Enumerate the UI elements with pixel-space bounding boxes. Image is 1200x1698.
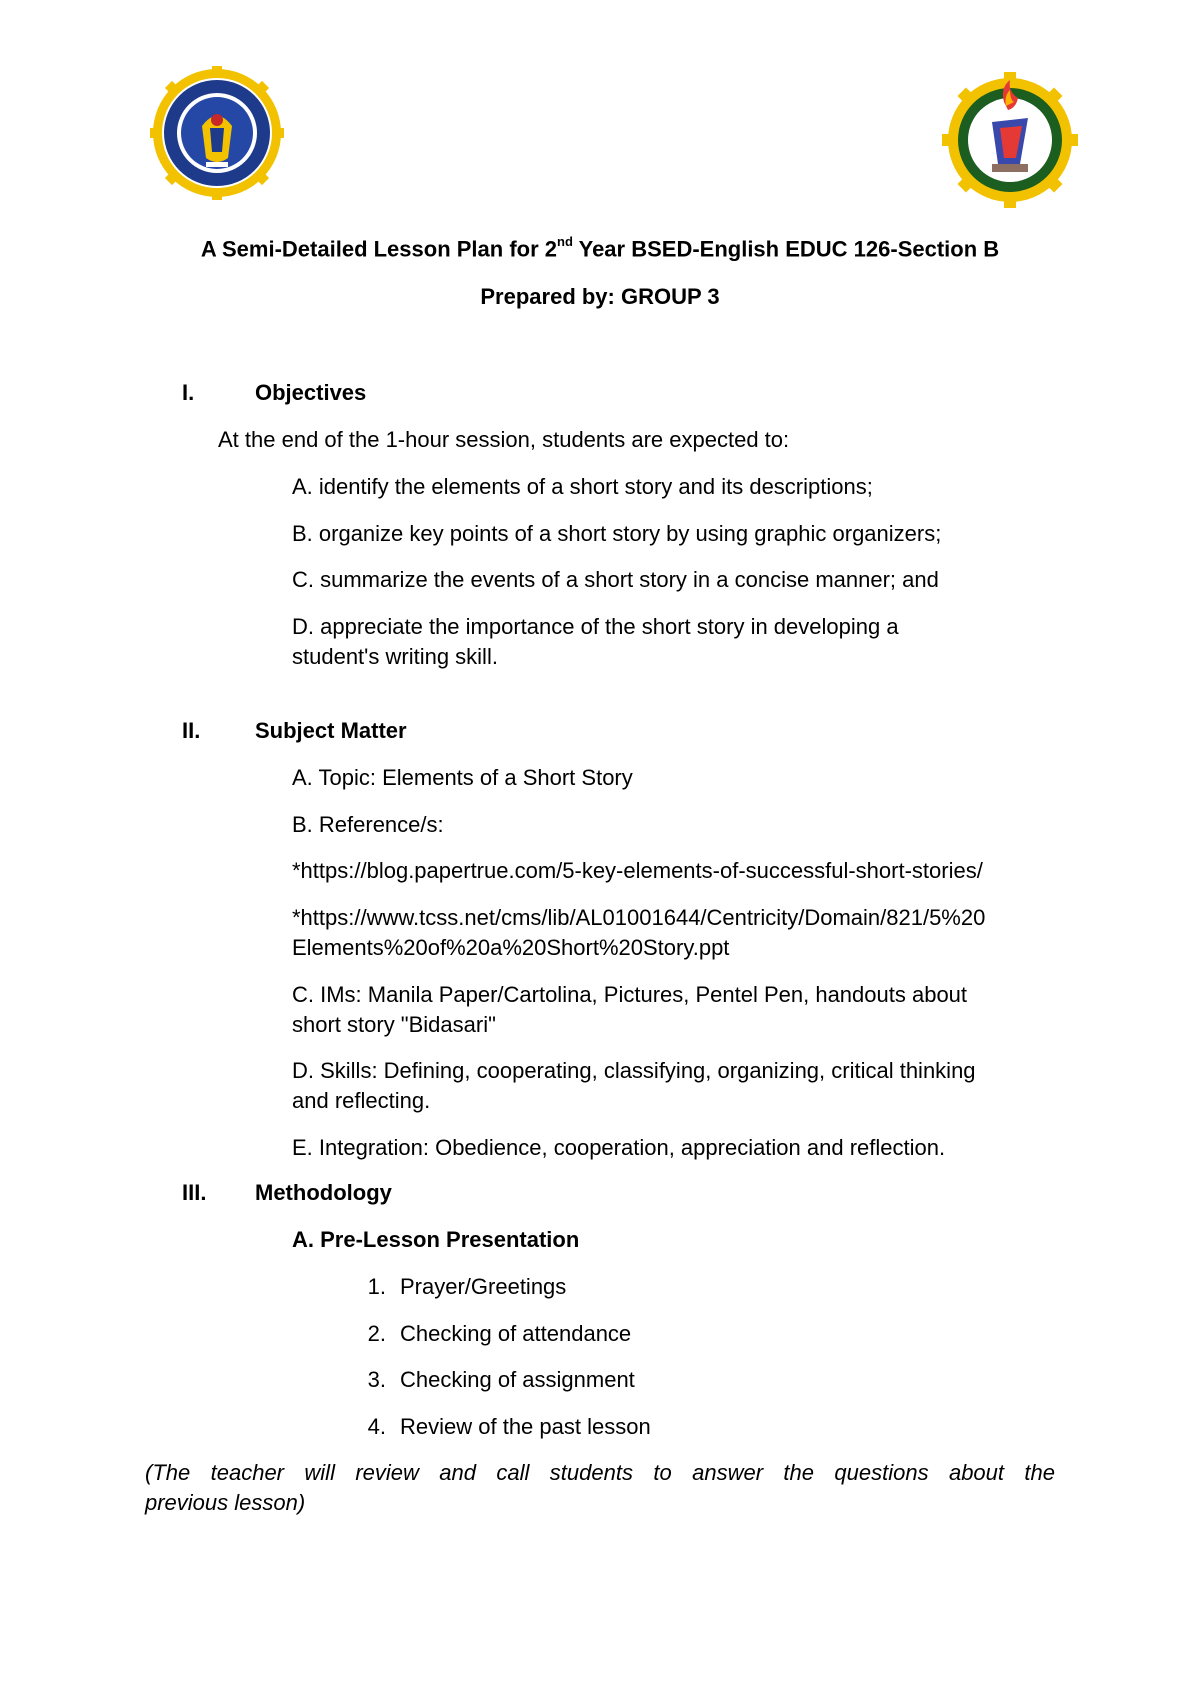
section-heading-objectives: Objectives (255, 380, 367, 405)
objective-item: B. organize key points of a short story by using graphic organizers; (292, 521, 942, 546)
section-heading-methodology: Methodology (255, 1180, 392, 1205)
subject-ims: C. IMs: Manila Paper/Cartolina, Pictures, Pentel Pen, handouts about (292, 982, 968, 1007)
university-seal-logo (150, 66, 284, 200)
step-number: 3. (367, 1367, 386, 1392)
section-heading-subject-matter: Subject Matter (255, 718, 407, 743)
reference-link: *https://blog.papertrue.com/5-key-elements-of-successful-short-stories/ (292, 858, 983, 883)
document-title: A Semi-Detailed Lesson Plan for 2nd Year BSED-English EDUC 126-Section B (200, 234, 1000, 262)
objective-item: D. appreciate the importance of the short story in developing a (292, 614, 899, 639)
subject-topic: A. Topic: Elements of a Short Story (292, 765, 633, 790)
step-text: Review of the past lesson (400, 1414, 651, 1439)
subject-skills-continued: and reflecting. (292, 1088, 431, 1113)
step-text: Checking of assignment (400, 1367, 635, 1392)
section-number-subject-matter: II. (182, 718, 201, 743)
methodology-sub-heading: A. Pre-Lesson Presentation (292, 1227, 580, 1252)
reference-link: *https://www.tcss.net/cms/lib/AL01001644/Centricity/Domain/821/5%20 (292, 905, 986, 930)
objective-item: C. summarize the events of a short story in a concise manner; and (292, 567, 939, 592)
teacher-note: (The teacher will review and call students to answer the questions about the (145, 1460, 1055, 1485)
section-number-methodology: III. (182, 1180, 207, 1205)
step-number: 4. (367, 1414, 386, 1439)
teacher-note-continued: previous lesson) (145, 1490, 306, 1515)
step-text: Prayer/Greetings (400, 1274, 567, 1299)
step-text: Checking of attendance (400, 1321, 632, 1346)
step-number: 2. (367, 1321, 386, 1346)
subject-ims-continued: short story "Bidasari" (292, 1012, 496, 1037)
subject-skills: D. Skills: Defining, cooperating, classifying, organizing, critical thinking (292, 1058, 976, 1083)
subject-references-label: B. Reference/s: (292, 812, 444, 837)
objectives-intro: At the end of the 1-hour session, students are expected to: (218, 427, 790, 452)
objective-item-continued: student's writing skill. (292, 644, 498, 669)
prepared-by: Prepared by: GROUP 3 (480, 284, 720, 309)
section-number-objectives: I. (182, 380, 195, 405)
objective-item: A. identify the elements of a short story and its descriptions; (292, 474, 873, 499)
institute-of-education-logo (942, 72, 1078, 208)
subject-integration: E. Integration: Obedience, cooperation, appreciation and reflection. (292, 1135, 946, 1160)
reference-link-continued: Elements%20of%20a%20Short%20Story.ppt (292, 935, 730, 960)
step-number: 1. (367, 1274, 386, 1299)
